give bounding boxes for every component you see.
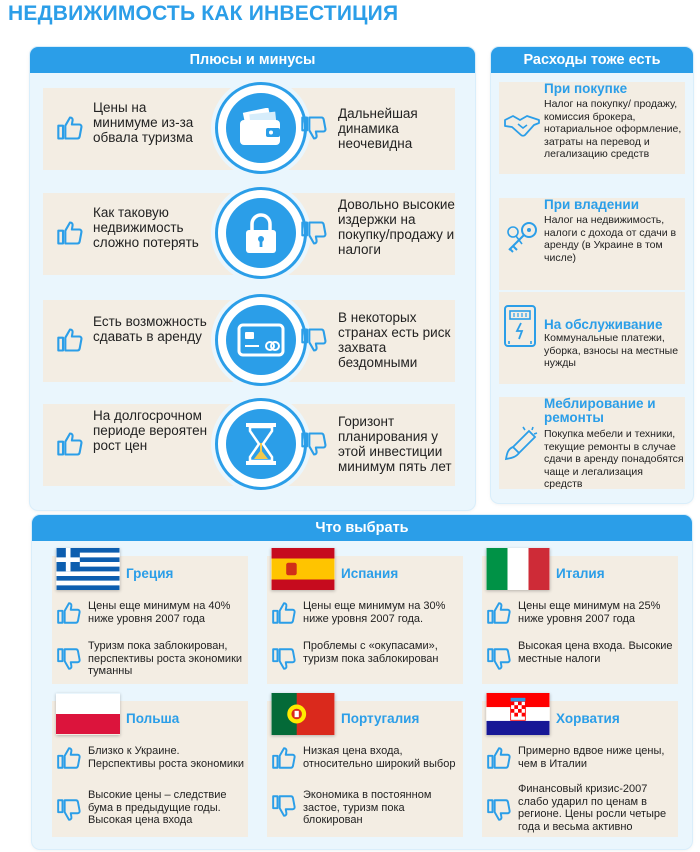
thumbs-down-icon bbox=[300, 326, 328, 359]
country-pro: Цены еще минимум на 40% ниже уровня 2007 года bbox=[88, 600, 231, 625]
pros-cons-panel bbox=[30, 47, 475, 510]
italy-flag bbox=[486, 548, 550, 590]
keys-icon bbox=[503, 220, 541, 261]
thumbs-down-icon bbox=[271, 646, 297, 677]
pro-text: На долгосрочном периоде вероятен рост цен bbox=[93, 408, 208, 453]
credit-card-icon bbox=[215, 294, 307, 386]
country-name: Португалия bbox=[341, 711, 420, 726]
costs-panel bbox=[491, 47, 693, 503]
thumbs-up-icon bbox=[486, 745, 512, 776]
country-card-poland bbox=[52, 701, 248, 837]
handshake-icon bbox=[503, 112, 541, 147]
thumbs-up-icon bbox=[56, 600, 82, 631]
cost-item bbox=[499, 198, 685, 290]
cost-desc: Налог на недвижимость, налоги с дохода от сдачи в аренду (в Украине в том числе) bbox=[544, 214, 677, 264]
cost-title: При покупке bbox=[544, 81, 628, 96]
country-card-greece bbox=[52, 556, 248, 684]
cost-desc: Покупка мебели и техники, текущие ремонты в случае сдачи в аренду понадобятся чаще и легализация средств bbox=[544, 428, 684, 490]
cost-desc: Коммунальные платежи, уборка, взносы на местные нужды bbox=[544, 332, 679, 369]
con-text: В некоторых странах есть риск захвата бездомными bbox=[338, 310, 451, 370]
thumbs-up-icon bbox=[56, 114, 84, 147]
country-con: Финансовый кризис-2007 слабо ударил по ценам в регионе. Цены росли четыре года и весьма активно bbox=[518, 783, 667, 833]
country-pro: Цены еще минимум на 25% ниже уровня 2007 года bbox=[518, 600, 661, 625]
country-name: Испания bbox=[341, 566, 399, 581]
cost-desc: Налог на покупку/ продажу, комиссия брокера, нотариальное оформление, затраты на перевод и легализацию средств bbox=[544, 98, 682, 160]
portugal-flag bbox=[271, 693, 335, 735]
con-text: Горизонт планирования у этой инвестиции минимум пять лет bbox=[338, 414, 452, 474]
thumbs-down-icon bbox=[486, 646, 512, 677]
cost-title: На обслуживание bbox=[544, 317, 663, 332]
country-pro: Близко к Украине. Перспективы роста экономики bbox=[88, 745, 244, 770]
thumbs-up-icon bbox=[486, 600, 512, 631]
pro-text: Цены на минимуме из-за обвала туризма bbox=[93, 100, 194, 145]
cost-title: Меблирование и ремонты bbox=[544, 396, 656, 425]
thumbs-up-icon bbox=[56, 219, 84, 252]
cost-item bbox=[499, 397, 685, 489]
cost-item bbox=[499, 292, 685, 384]
costs-title: Расходы тоже есть bbox=[491, 47, 693, 73]
country-pro: Низкая цена входа, относительно широкий выбор bbox=[303, 745, 456, 770]
spain-flag bbox=[271, 548, 335, 590]
country-name: Хорватия bbox=[556, 711, 620, 726]
pros-cons-row bbox=[43, 88, 455, 170]
country-pro: Примерно вдвое ниже цены, чем в Италии bbox=[518, 745, 665, 770]
country-con: Высокие цены – следствие бума в предыдущие годы. Высокая цена входа bbox=[88, 789, 227, 826]
country-con: Высокая цена входа. Высокие местные налоги bbox=[518, 640, 673, 665]
electric-meter-icon bbox=[503, 304, 537, 353]
thumbs-down-icon bbox=[56, 797, 82, 828]
thumbs-up-icon bbox=[56, 745, 82, 776]
choose-panel bbox=[32, 515, 692, 849]
pros-cons-row bbox=[43, 193, 455, 275]
country-pro: Цены еще минимум на 30% ниже уровня 2007 года. bbox=[303, 600, 446, 625]
pros-cons-title: Плюсы и минусы bbox=[30, 47, 475, 73]
poland-flag bbox=[56, 693, 120, 735]
pro-text: Есть возможность сдавать в аренду bbox=[93, 314, 207, 344]
wallet-icon bbox=[215, 82, 307, 174]
thumbs-down-icon bbox=[56, 646, 82, 677]
thumbs-up-icon bbox=[56, 326, 84, 359]
thumbs-down-icon bbox=[300, 430, 328, 463]
country-name: Греция bbox=[126, 566, 174, 581]
thumbs-up-icon bbox=[271, 600, 297, 631]
hourglass-icon bbox=[215, 398, 307, 490]
cost-item bbox=[499, 82, 685, 174]
country-card-croatia bbox=[482, 701, 678, 837]
cost-title: При владении bbox=[544, 197, 640, 212]
pro-text: Как таковую недвижимость сложно потерять bbox=[93, 205, 199, 250]
thumbs-down-icon bbox=[486, 797, 512, 828]
padlock-icon bbox=[215, 187, 307, 279]
con-text: Дальнейшая динамика неочевидна bbox=[338, 106, 418, 151]
country-card-italy bbox=[482, 556, 678, 684]
thumbs-down-icon bbox=[271, 793, 297, 824]
thumbs-up-icon bbox=[56, 430, 84, 463]
pros-cons-row bbox=[43, 300, 455, 382]
thumbs-up-icon bbox=[271, 745, 297, 776]
country-con: Экономика в постоянном застое, туризм пока блокирован bbox=[303, 789, 432, 826]
thumbs-down-icon bbox=[300, 219, 328, 252]
country-con: Проблемы с «окупасами», туризм пока заблокирован bbox=[303, 640, 439, 665]
greece-flag bbox=[56, 548, 120, 590]
page-title: НЕДВИЖИМОСТЬ КАК ИНВЕСТИЦИЯ bbox=[8, 2, 399, 25]
choose-title: Что выбрать bbox=[32, 515, 692, 541]
country-card-spain bbox=[267, 556, 463, 684]
country-card-portugal bbox=[267, 701, 463, 837]
con-text: Довольно высокие издержки на покупку/продажу и налоги bbox=[338, 197, 455, 257]
pros-cons-row bbox=[43, 404, 455, 486]
croatia-flag bbox=[486, 693, 550, 735]
country-name: Италия bbox=[556, 566, 605, 581]
country-con: Туризм пока заблокирован, перспективы роста экономики туманны bbox=[88, 640, 243, 677]
paint-brush-icon bbox=[503, 425, 541, 470]
thumbs-down-icon bbox=[300, 114, 328, 147]
country-name: Польша bbox=[126, 711, 180, 726]
